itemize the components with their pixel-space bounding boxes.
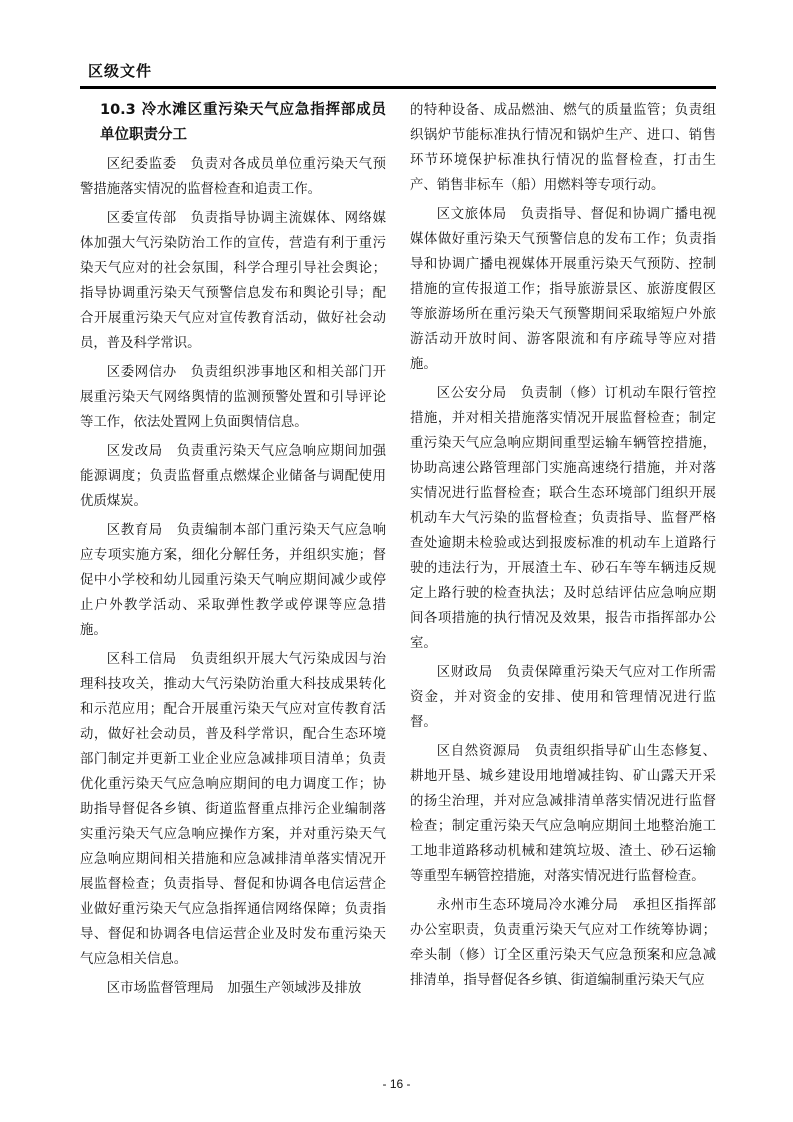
paragraph-finance-bureau: 区财政局 负责保障重污染天气应对工作所需资金，并对资金的安排、使用和管理情况进行监督。 <box>410 665 716 730</box>
paragraph-education-bureau: 区教育局 负责编制本部门重污染天气应急响应专项实施方案，细化分解任务，并组织实施；督促中小学校和幼儿园重污染天气响应期间减少或停止户外教学活动、采取弹性教学或停课等应急措施。 <box>80 523 386 638</box>
paragraph-market-supervision-continued: 的特种设备、成品燃油、燃气的质量监管；负责组织锅炉节能标准执行情况和锅炉生产、进口、销售环节环境保护标准执行情况的监督检查，打击生产、销售非标车（船）用燃料等专项行动。 <box>410 103 716 193</box>
header-divider <box>80 86 716 89</box>
paragraph-cyberspace-office: 区委网信办 负责组织涉事地区和相关部门开展重污染天气网络舆情的监测预警处置和引导评论等工作，依法处置网上负面舆情信息。 <box>80 365 386 430</box>
right-column <box>410 98 716 997</box>
paragraph-development-reform-bureau: 区发改局 负责重污染天气应急响应期间加强能源调度；负责监督重点燃煤企业储备与调配使用优质煤炭。 <box>80 444 386 509</box>
paragraph-propaganda-department: 区委宣传部 负责指导协调主流媒体、网络媒体加强大气污染防治工作的宣传，营造有利于重污染天气应对的社会氛围，科学合理引导社会舆论；指导协调重污染天气预警信息发布和舆论引导；配合开展重污染天气应对宣传教育活动，做好社会动员，普及科学常识。 <box>80 211 386 351</box>
page-number: - 16 - <box>382 1077 411 1091</box>
paragraph-natural-resources-bureau: 区自然资源局 负责组织指导矿山生态修复、耕地开垦、城乡建设用地增减挂钩、矿山露天开采的扬尘治理，并对应急减排清单落实情况进行监督检查；制定重污染天气应急响应期间土地整治施工工地非道路移动机械和建筑垃圾、渣土、砂石运输等重型车辆管控措施，对落实情况进行监督检查。 <box>410 744 716 884</box>
paragraph-science-industry-bureau: 区科工信局 负责组织开展大气污染成因与治理科技攻关，推动大气污染防治重大科技成果转化和示范应用；配合开展重污染天气应对宣传教育活动，做好社会动员，普及科学常识，配合生态环境部门制定并更新工业企业应急减排项目清单；负责优化重污染天气应急响应期间的电力调度工作；协助指导督促各乡镇、街道监督重点排污企业编制落实重污染天气应急响应操作方案，并对重污染天气应急响应期间相关措施和应急减排清单落实情况开展监督检查；负责指导、督促和协调各电信运营企业做好重污染天气应急指挥通信网络保障；负责指导、督促和协调各电信运营企业及时发布重污染天气应急相关信息。 <box>80 652 386 967</box>
paragraph-culture-tourism-sports-bureau: 区文旅体局 负责指导、督促和协调广播电视媒体做好重污染天气预警信息的发布工作；负责指导和协调广播电视媒体开展重污染天气预防、控制措施的宣传报道工作；指导旅游景区、旅游度假区等旅游场所在重污染天气预警期间采取缩短户外旅游活动开放时间、游客限流和有序疏导等应对措施。 <box>410 207 716 372</box>
left-column <box>80 98 386 1005</box>
paragraph-district-discipline-commission: 区纪委监委 负责对各成员单位重污染天气预警措施落实情况的监督检查和追责工作。 <box>80 157 386 197</box>
paragraph-public-security-bureau: 区公安分局 负责制（修）订机动车限行管控措施，并对相关措施落实情况开展监督检查；制定重污染天气应急响应期间重型运输车辆管控措施，协助高速公路管理部门实施高速绕行措施，并对落实情况进行监督检查；联合生态环境部门组织开展机动车大气污染的监督检查；负责指导、监督严格查处逾期未检验或达到报废标准的机动车上道路行驶的违法行为，开展渣土车、砂石车等车辆违反规定上路行驶的检查执法；及时总结评估应急响应期间各项措施的执行情况及效果，报告市指挥部办公室。 <box>410 386 716 651</box>
paragraph-market-supervision-bureau: 区市场监督管理局 加强生产领域涉及排放 <box>106 981 362 996</box>
section-title: 10.3 冷水滩区重污染天气应急指挥部成员单位职责分工 <box>100 102 386 143</box>
paragraph-ecology-environment-branch: 永州市生态环境局冷水滩分局 承担区指挥部办公室职责，负责重污染天气应对工作统筹协调；牵头制（修）订全区重污染天气应急预案和应急减排清单，指导督促各乡镇、街道编制重污染天气应 <box>410 898 716 988</box>
document-header-label: 区级文件 <box>88 62 153 80</box>
